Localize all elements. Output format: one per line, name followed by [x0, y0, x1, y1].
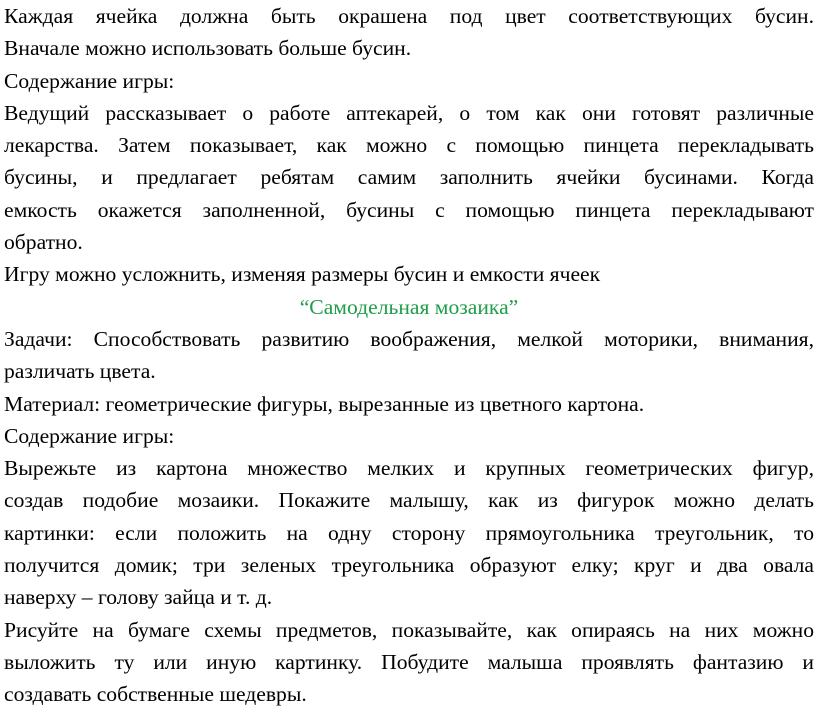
section-title-mosaic: “Самодельная мозаика” — [299, 294, 519, 319]
text-line-2: Вначале можно использовать больше бусин. — [4, 36, 412, 61]
text-line-21: выложить ту или иную картинку. Побудите малыша проявлять фантазию и — [4, 649, 814, 674]
text-line-22: создавать собственные шедевры. — [4, 682, 307, 707]
text-line-15: Вырежьте из картона множество мелких и крупных геометрических фигур, — [4, 456, 814, 481]
text-line-7: емкость окажется заполненной, бусины с помощью пинцета перекладывают — [4, 197, 814, 222]
text-line-4: Ведущий рассказывает о работе аптекарей, о том как они готовят различные — [4, 100, 814, 125]
text-line-16: создав подобие мозаики. Покажите малышу, как из фигурок можно делать — [4, 488, 814, 513]
section-label-game-content: Содержание игры: — [4, 68, 175, 93]
text-line-1: Каждая ячейка должна быть окрашена под цвет соответствующих бусин. — [4, 4, 814, 28]
tasks-line-1: Задачи: Способствовать развитию воображения, мелкой моторики, внимания, — [4, 326, 814, 351]
text-line-5: лекарства. Затем показывает, как можно с помощью пинцета перекладывать — [4, 133, 814, 158]
text-line-18: получится домик; три зеленых треугольника образуют елку; круг и два овала — [4, 553, 814, 578]
text-line-20: Рисуйте на бумаге схемы предметов, показывайте, как опираясь на них можно — [4, 617, 814, 642]
material-line: Материал: геометрические фигуры, вырезанные из цветного картона. — [4, 391, 645, 416]
text-line-17: картинки: если положить на одну сторону прямоугольника треугольник, то — [4, 520, 814, 545]
text-line-6: бусины, и предлагает ребятам самим заполнить ячейки бусинами. Когда — [4, 165, 814, 190]
text-line-9: Игру можно усложнить, изменяя размеры бусин и емкости ячеек — [4, 262, 601, 287]
text-line-8: обратно. — [4, 230, 83, 255]
tasks-line-2: различать цвета. — [4, 359, 156, 384]
text-line-19: наверху – голову зайца и т. д. — [4, 585, 273, 610]
section-label-game-content-2: Содержание игры: — [4, 423, 175, 448]
